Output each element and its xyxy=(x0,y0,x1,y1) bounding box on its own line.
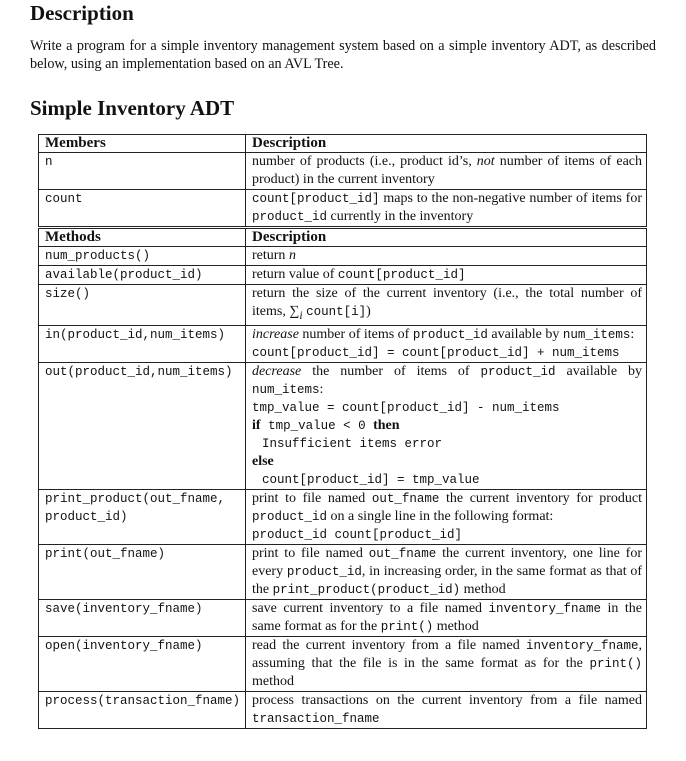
method-description: process transactions on the current inventory from a file named transaction_fname xyxy=(246,691,647,728)
code-line: product_id count[product_id] xyxy=(252,527,463,542)
method-description: print to file named out_fname the current inventory, one line for every product_id, in increasing order, in the same format as that of the print_product(product_id) method xyxy=(246,544,647,599)
method-name: size() xyxy=(39,285,246,326)
table-row xyxy=(39,266,647,285)
table-row xyxy=(39,285,647,326)
method-name: num_products() xyxy=(39,247,246,266)
code-line: if tmp_value < 0 then xyxy=(252,417,400,433)
members-header-row xyxy=(39,135,647,153)
table-row xyxy=(39,247,647,266)
method-description: return value of count[product_id] xyxy=(246,266,647,285)
method-name: out(product_id,num_items) xyxy=(39,362,246,489)
members-description-header: Description xyxy=(246,135,647,153)
code-line: count[product_id] = count[product_id] + num_items xyxy=(252,345,620,360)
table-row xyxy=(39,489,647,544)
intro-paragraph: Write a program for a simple inventory management system based on a simple inventory ADT, as described below, using an implementation based on an AVL Tree. xyxy=(30,38,656,72)
method-name: in(product_id,num_items) xyxy=(39,325,246,362)
member-description: count[product_id] maps to the non-negative number of items for product_id currently in the inventory xyxy=(246,190,647,228)
member-name: n xyxy=(39,153,246,190)
methods-header-row xyxy=(39,228,647,247)
table-row xyxy=(39,544,647,599)
member-name: count xyxy=(39,190,246,228)
methods-header: Methods xyxy=(39,228,246,247)
table-row xyxy=(39,599,647,636)
method-name: save(inventory_fname) xyxy=(39,599,246,636)
method-description: read the current inventory from a file named inventory_fname, assuming that the file is in the same format as for the print() method xyxy=(246,636,647,691)
table-row xyxy=(39,325,647,362)
table-row xyxy=(39,362,647,489)
code-line: else xyxy=(252,453,274,469)
table-row xyxy=(39,691,647,728)
method-description: save current inventory to a file named inventory_fname in the same format as for the print() method xyxy=(246,599,647,636)
adt-table xyxy=(38,134,647,729)
methods-description-header: Description xyxy=(246,228,647,247)
code-line: tmp_value = count[product_id] - num_items xyxy=(252,400,560,415)
section-heading: Description xyxy=(30,1,134,25)
method-description: print to file named out_fname the current inventory for product product_id on a single line in the following format: product_id count[product_id] xyxy=(246,489,647,544)
code-line: count[product_id] = tmp_value xyxy=(262,472,480,487)
table-row xyxy=(39,153,647,190)
method-description: increase number of items of product_id available by num_items: count[product_id] = count[product_id] + num_items xyxy=(246,325,647,362)
method-name: process(transaction_fname) xyxy=(39,691,246,728)
method-description: decrease the number of items of product_id available by num_items: tmp_value = count[product_id] - num_items if tmp_value < 0 then Insufficient items error else count[product_id] = tmp_value xyxy=(246,362,647,489)
table-row xyxy=(39,636,647,691)
method-name: print(out_fname) xyxy=(39,544,246,599)
method-name: available(product_id) xyxy=(39,266,246,285)
method-name: print_product(out_fname, product_id) xyxy=(39,489,246,544)
members-header: Members xyxy=(39,135,246,153)
sum-symbol: ∑ xyxy=(289,304,300,319)
method-name: open(inventory_fname) xyxy=(39,636,246,691)
method-description: return the size of the current inventory (i.e., the total number of items, $\sum_i$ count[i]) xyxy=(246,285,647,326)
member-description: number of products (i.e., product id’s, not number of items of each product) in the current inventory xyxy=(246,153,647,190)
table-row xyxy=(39,190,647,228)
subsection-heading: Simple Inventory ADT xyxy=(30,96,235,120)
code-line: Insufficient items error xyxy=(262,436,443,451)
method-description: return n xyxy=(246,247,647,266)
